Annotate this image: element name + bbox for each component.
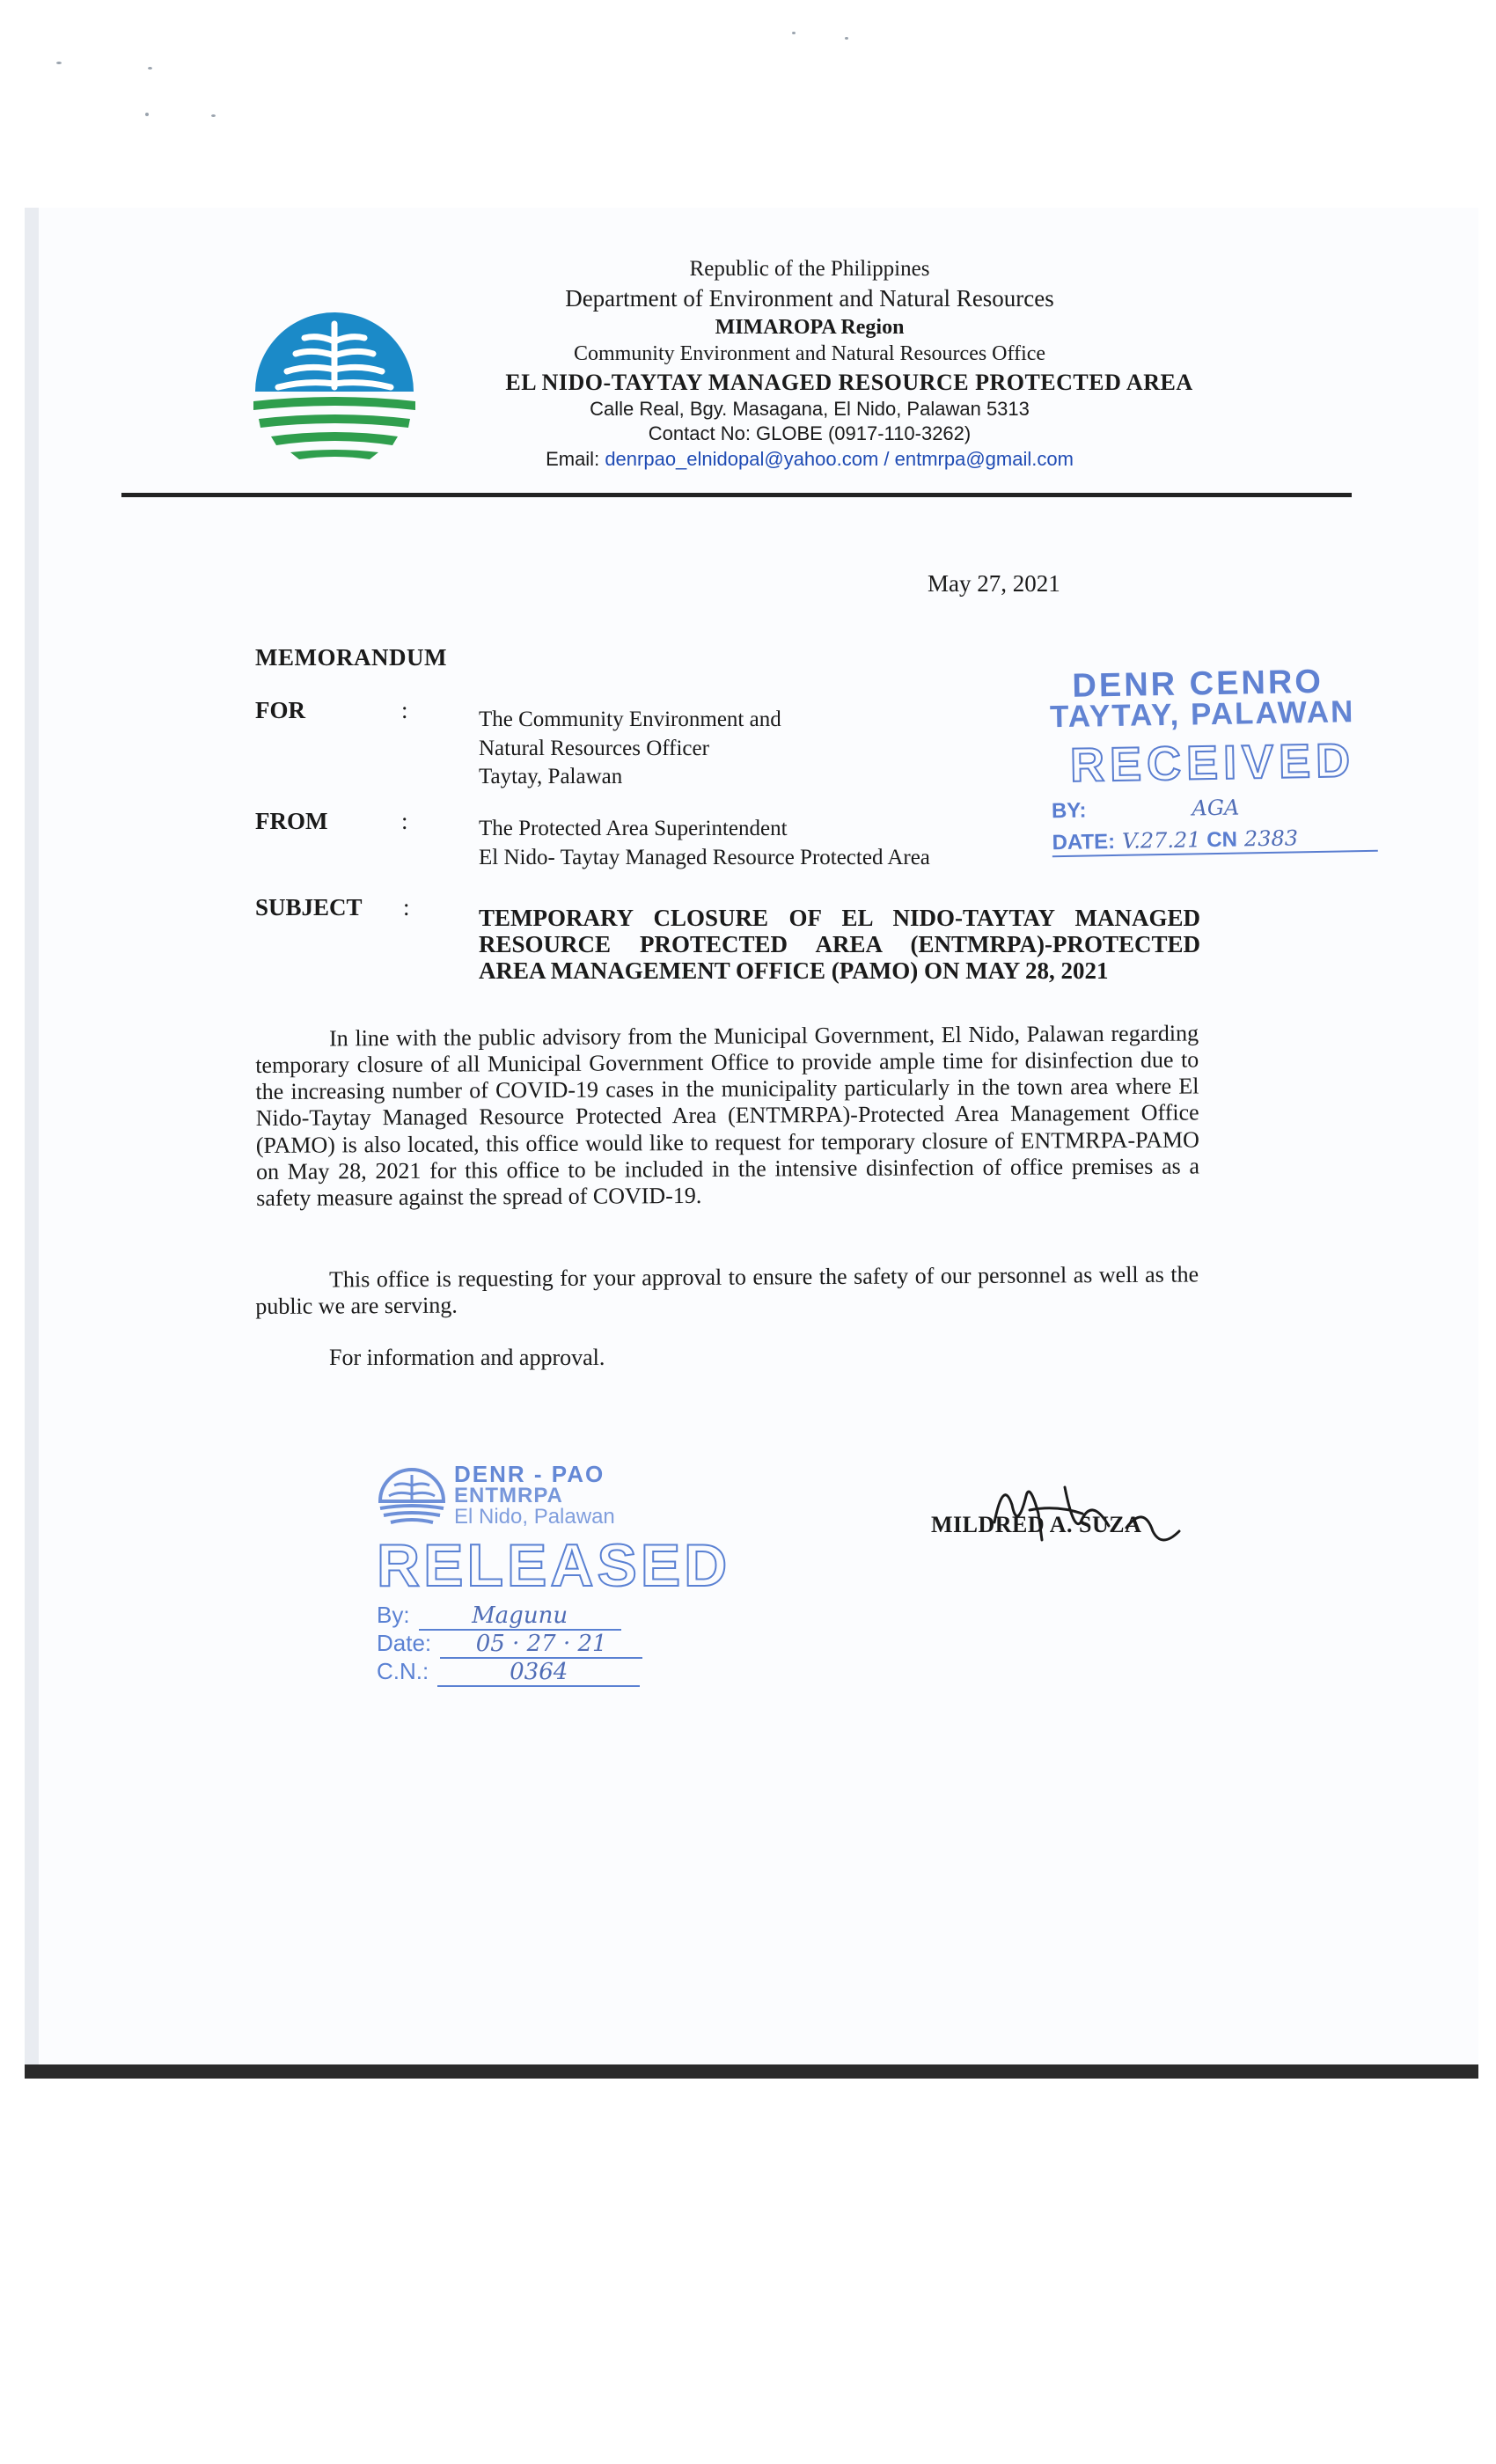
- released-stamp: [377, 1461, 731, 1707]
- for-line: Natural Resources Officer: [479, 736, 709, 760]
- received-cn-value: 2383: [1243, 825, 1299, 852]
- received-by-value: AGA: [1192, 795, 1240, 821]
- letterhead-republic: Republic of the Philippines: [689, 257, 930, 281]
- released-cn-label: C.N.:: [377, 1658, 429, 1684]
- released-stamp-line1: DENR - PAO: [454, 1461, 605, 1487]
- scan-speck: [792, 32, 796, 34]
- body-paragraph-2: [255, 1261, 1199, 1320]
- memo-title: MEMORANDUM: [255, 644, 447, 671]
- body-paragraph-1: [255, 1020, 1199, 1212]
- signatory-name: MILDRED A. SUZA: [931, 1512, 1142, 1537]
- body-paragraph-2-text: This office is requesting for your approval to ensure the safety of our personnel as well as the public we are serving.: [255, 1261, 1199, 1320]
- for-label: FOR: [255, 697, 305, 723]
- letterhead-region: MIMAROPA Region: [715, 315, 905, 339]
- received-by-label: BY:: [1051, 798, 1087, 824]
- released-by-value: Magunu: [419, 1602, 621, 1631]
- memo-date: May 27, 2021: [928, 570, 1060, 597]
- letterhead-protected-area: EL NIDO-TAYTAY MANAGED RESOURCE PROTECTED AREA: [505, 369, 1193, 395]
- received-stamp-line2: TAYTAY, PALAWAN: [1049, 694, 1355, 735]
- received-date-label: DATE:: [1052, 829, 1116, 855]
- scan-speck: [145, 113, 149, 116]
- for-line: The Community Environment and: [479, 708, 781, 731]
- released-stamp-cn: [377, 1658, 640, 1687]
- subject-text: TEMPORARY CLOSURE OF EL NIDO-TAYTAY MANAGED RESOURCE PROTECTED AREA (ENTMRPA)-PROTECTED AREA MANAGEMENT OFFICE (PAMO) ON MAY 28, 2021: [479, 905, 1200, 985]
- from-line: The Protected Area Superintendent: [479, 817, 788, 840]
- for-recipient: [479, 706, 781, 792]
- header-divider: [121, 493, 1352, 497]
- letterhead-office: Community Environment and Natural Resources Office: [573, 342, 1046, 366]
- for-colon: :: [401, 697, 408, 723]
- from-colon: :: [401, 808, 408, 834]
- scan-speck: [211, 114, 216, 117]
- received-stamp-date: [1052, 825, 1377, 857]
- released-cn-value: 0364: [437, 1659, 640, 1687]
- letterhead-address: Calle Real, Bgy. Masagana, El Nido, Palawan 5313: [590, 398, 1030, 421]
- scan-speck: [845, 37, 848, 40]
- received-stamp-line1: DENR CENRO: [1072, 663, 1324, 705]
- released-stamp-line4: RELEASED: [377, 1532, 731, 1599]
- released-date-label: Date:: [377, 1630, 432, 1656]
- released-by-label: By:: [377, 1602, 410, 1628]
- released-date-value: 05 · 27 · 21: [440, 1631, 642, 1659]
- received-cn-label: CN: [1206, 827, 1238, 853]
- scan-speck: [148, 67, 152, 70]
- released-stamp-line2: ENTMRPA: [454, 1484, 563, 1507]
- received-stamp-by: [1052, 796, 1240, 825]
- letterhead-email: [370, 447, 1250, 472]
- released-stamp-date: [377, 1630, 642, 1659]
- received-date-value: V.27.21: [1121, 827, 1201, 854]
- from-sender: [479, 815, 930, 872]
- body-paragraph-1-text: In line with the public advisory from the Municipal Government, El Nido, Palawan regarding temporary closure of all Municipal Government Office to provide ample time for disinfection due to the increasing number of COVID-19 cases in the municipality particularly in the town area where El Nido-Taytay Managed Resource Protected Area (ENTMRPA)-Protected Area Management Office (PAMO) is also located, this office would like to request for temporary closure of ENTMRPA-PAMO on May 28, 2021 for this office to be included in the intensive disinfection of office premises as a safety measure against the spread of COVID-19.: [255, 1020, 1200, 1211]
- letterhead-department: Department of Environment and Natural Resources: [565, 285, 1054, 312]
- received-stamp: [1045, 663, 1383, 862]
- letterhead: [370, 255, 1250, 472]
- released-stamp-line3: El Nido, Palawan: [454, 1505, 615, 1529]
- closing-line: For information and approval.: [329, 1345, 605, 1370]
- for-line: Taytay, Palawan: [479, 765, 623, 788]
- email-link[interactable]: denrpao_elnidopal@yahoo.com / entmrpa@gmail.com: [605, 447, 1074, 470]
- received-stamp-line3: RECEIVED: [1069, 734, 1356, 792]
- from-label: FROM: [255, 808, 328, 834]
- released-stamp-by: [377, 1602, 621, 1631]
- denr-stamp-logo-icon: [377, 1466, 447, 1528]
- subject-label: SUBJECT: [255, 894, 363, 920]
- subject-colon: :: [403, 894, 410, 920]
- scan-speck: [56, 62, 62, 64]
- from-line: El Nido- Taytay Managed Resource Protected Area: [479, 845, 930, 869]
- letterhead-contact: Contact No: GLOBE (0917-110-3262): [648, 422, 972, 445]
- email-label: Email:: [546, 447, 600, 470]
